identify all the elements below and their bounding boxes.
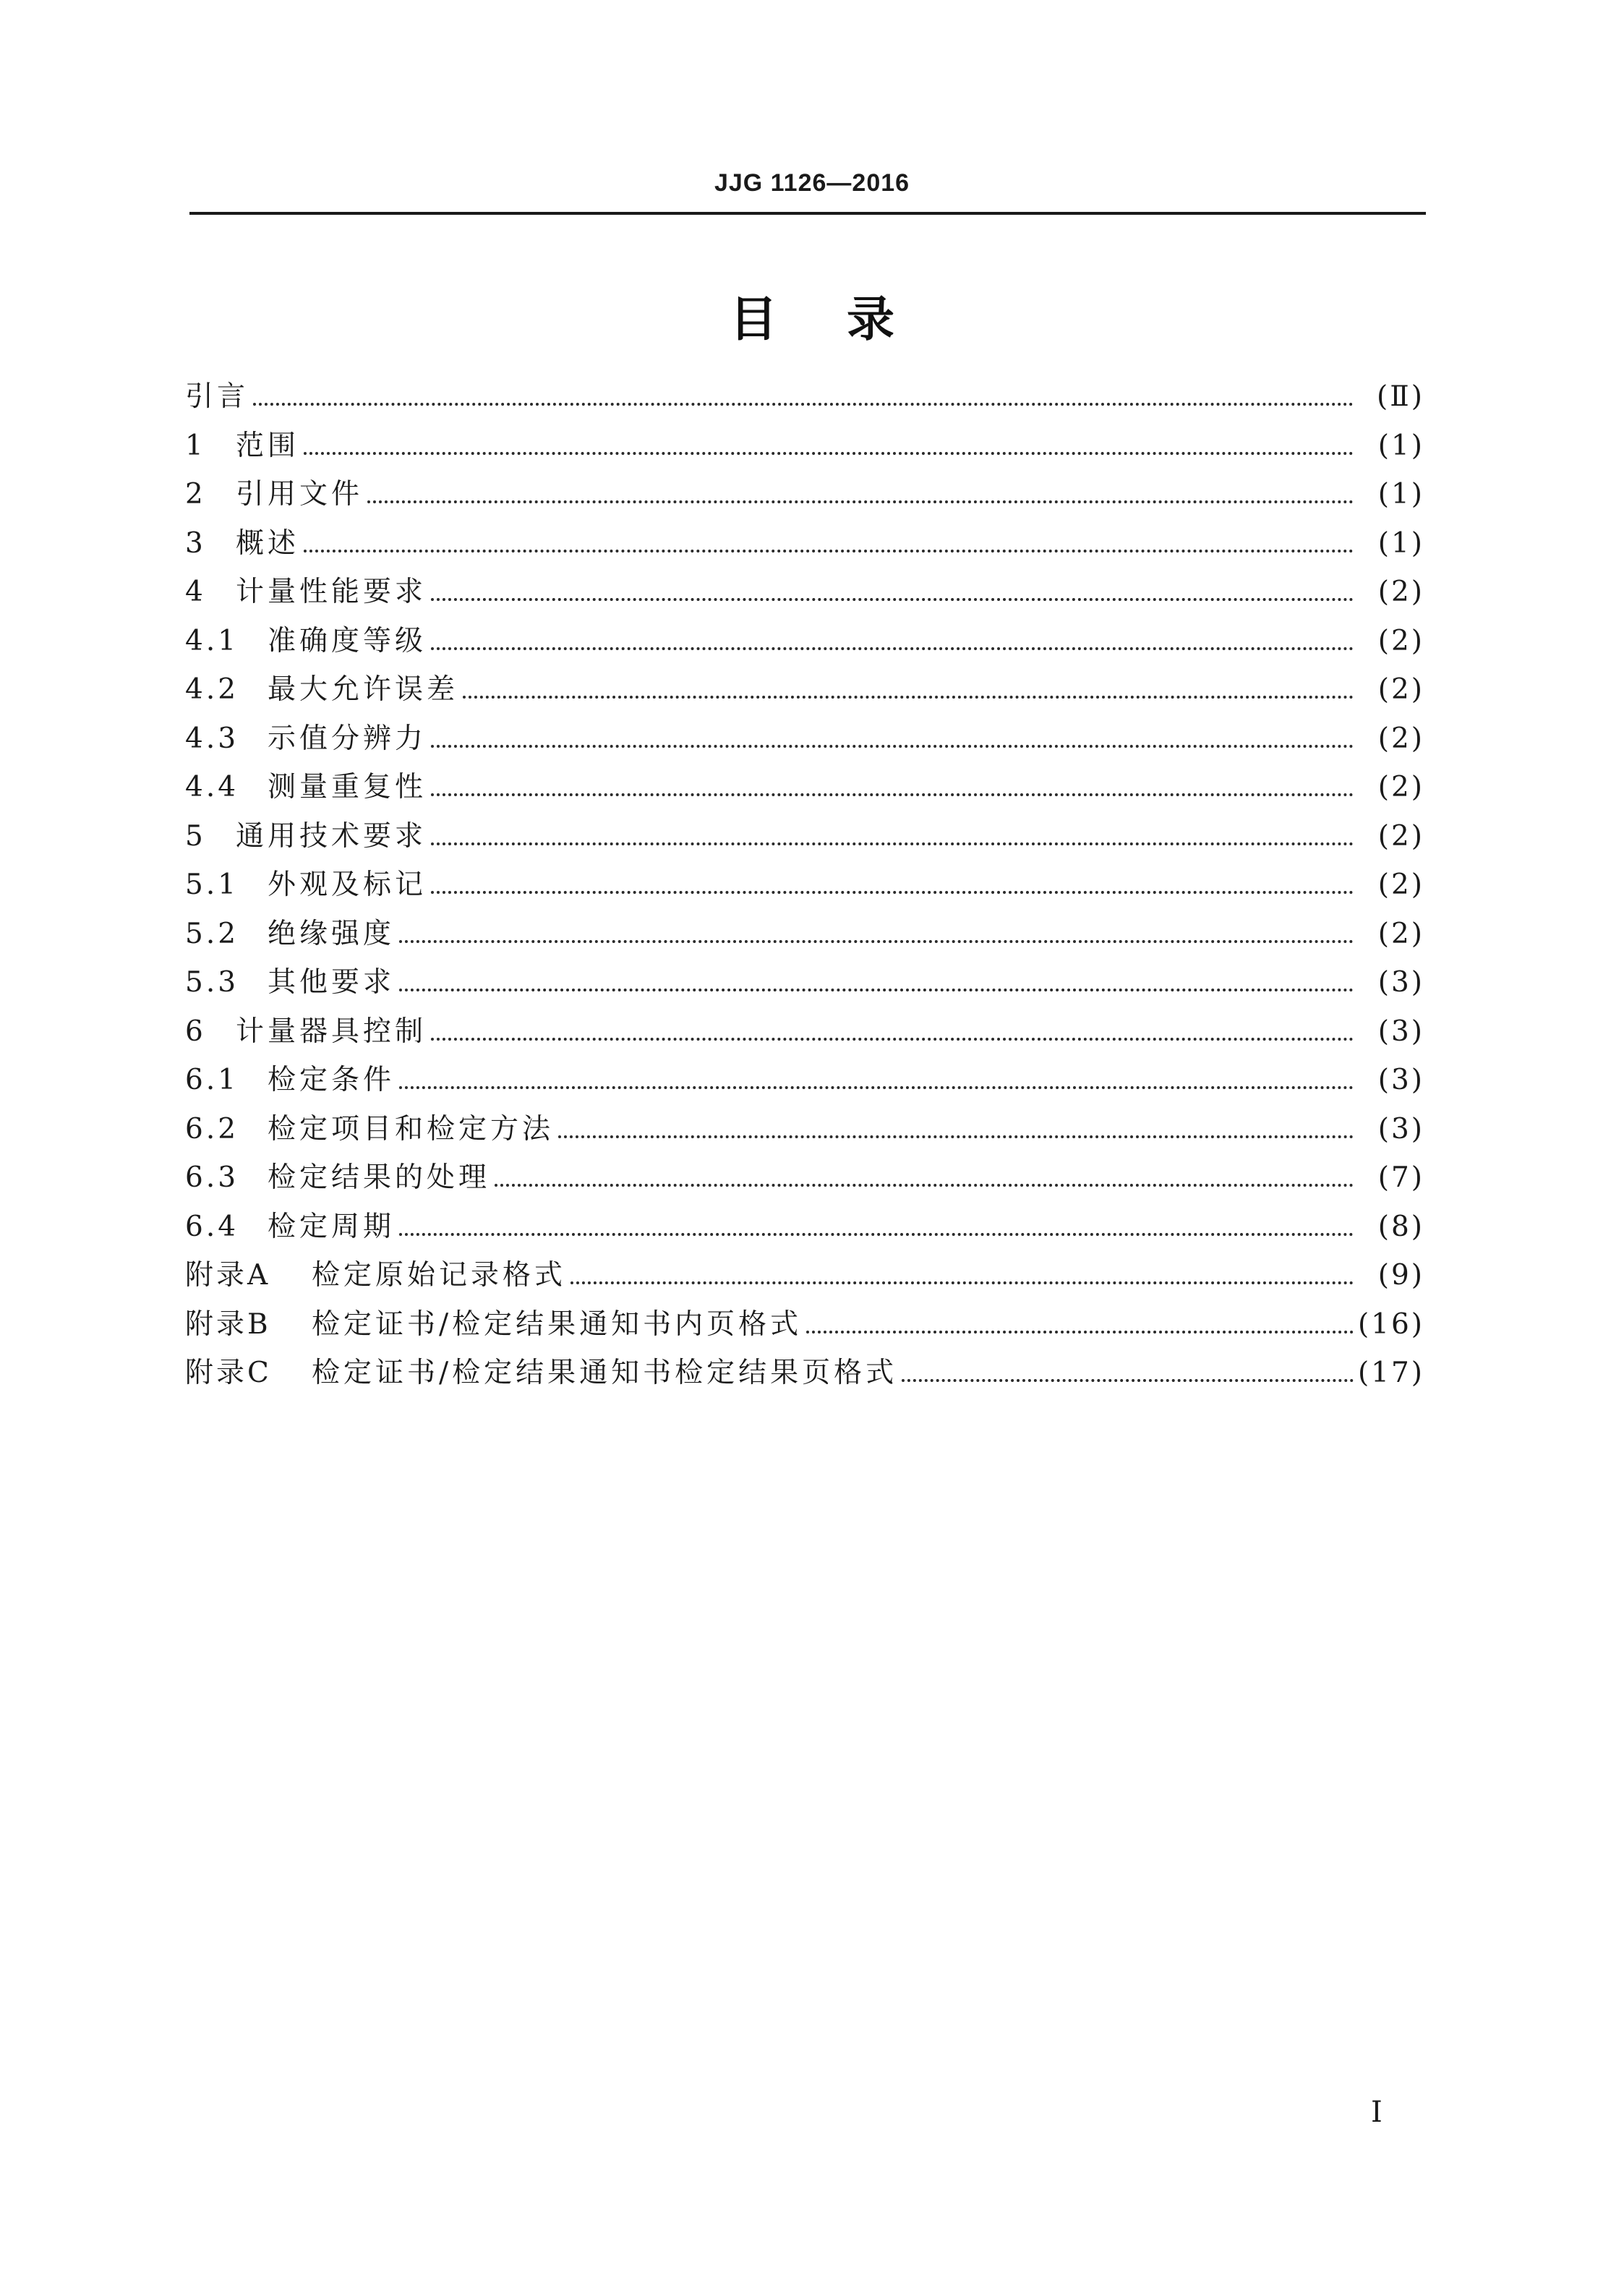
- toc-dot-leader: [463, 695, 1354, 699]
- toc-entry[interactable]: [185, 869, 1424, 918]
- toc-entry-label: 检定结果的处理: [268, 1161, 491, 1194]
- toc-entry-number: 附录B: [185, 1307, 271, 1341]
- toc-entry-page: (3): [1377, 1015, 1424, 1048]
- toc-entry-number: 6.2: [185, 1112, 239, 1145]
- toc-entry-label: 绝缘强度: [268, 917, 396, 950]
- toc-entry-label: 其他要求: [268, 966, 396, 999]
- toc-dot-leader: [253, 402, 1354, 406]
- toc-entry-number: 1: [185, 429, 206, 462]
- toc-entry[interactable]: [185, 479, 1424, 528]
- toc-dot-leader: [495, 1183, 1354, 1187]
- toc-entry[interactable]: [185, 674, 1424, 723]
- toc-dot-leader: [570, 1281, 1354, 1284]
- toc-entry-page: (1): [1377, 526, 1424, 560]
- toc-entry-number: 4.1: [185, 624, 239, 657]
- toc-entry-label: 检定项目和检定方法: [268, 1112, 555, 1145]
- toc-entry-label: 引言: [185, 380, 249, 413]
- toc-entry-label: 检定证书/检定结果通知书内页格式: [312, 1307, 803, 1341]
- toc-entry-page: (17): [1357, 1357, 1424, 1389]
- toc-entry-label: 检定原始记录格式: [312, 1259, 567, 1292]
- toc-dot-leader: [304, 451, 1354, 455]
- toc-entry[interactable]: [185, 723, 1424, 772]
- toc-entry-label: 检定周期: [268, 1210, 396, 1243]
- toc-entry[interactable]: [185, 381, 1424, 430]
- toc-entry-page: (2): [1377, 673, 1424, 706]
- page-number: I: [1371, 2096, 1382, 2129]
- toc-entry-label: 计量性能要求: [236, 576, 427, 608]
- toc-entry-number: 5.2: [185, 917, 239, 950]
- toc-dot-leader: [431, 647, 1354, 650]
- toc-entry[interactable]: [185, 967, 1424, 1016]
- toc-dot-leader: [902, 1378, 1354, 1382]
- toc-entry[interactable]: [185, 1114, 1424, 1163]
- toc-entry-number: 5.1: [185, 869, 239, 901]
- toc-entry-page: (16): [1357, 1307, 1424, 1341]
- toc-dot-leader: [367, 500, 1354, 503]
- toc-entry-label: 引用文件: [236, 478, 364, 511]
- toc-entry-label: 外观及标记: [268, 869, 427, 901]
- toc-dot-leader: [806, 1330, 1354, 1333]
- toc-entry[interactable]: [185, 821, 1424, 870]
- toc-entry-number: 附录C: [185, 1357, 272, 1389]
- toc-entry-label: 概述: [236, 526, 300, 560]
- toc-dot-leader: [431, 597, 1354, 601]
- toc-entry-label: 通用技术要求: [236, 819, 427, 853]
- toc-entry-page: (2): [1377, 771, 1424, 803]
- toc-entry-number: 3: [185, 526, 206, 560]
- toc-dot-leader: [558, 1135, 1354, 1138]
- toc-entry-label: 示值分辨力: [268, 722, 427, 755]
- toc-entry-page: (2): [1377, 869, 1424, 901]
- toc-dot-leader: [399, 1232, 1354, 1236]
- toc-entry[interactable]: [185, 528, 1424, 577]
- toc-entry-page: (1): [1377, 429, 1424, 462]
- toc-entry-number: 5: [185, 819, 206, 853]
- toc-entry-label: 检定证书/检定结果通知书检定结果页格式: [312, 1357, 898, 1389]
- toc-dot-leader: [431, 842, 1354, 845]
- toc-dot-leader: [399, 939, 1354, 943]
- toc-entry[interactable]: [185, 1211, 1424, 1260]
- toc-entry-page: (3): [1377, 1064, 1424, 1096]
- toc-entry[interactable]: [185, 1309, 1424, 1358]
- toc-entry-label: 检定条件: [268, 1064, 396, 1096]
- toc-dot-leader: [431, 1037, 1354, 1041]
- table-of-contents: [185, 381, 1424, 1407]
- toc-entry-page: (2): [1377, 917, 1424, 950]
- toc-entry[interactable]: [185, 430, 1424, 479]
- toc-entry-number: 附录A: [185, 1259, 271, 1292]
- toc-entry[interactable]: [185, 1357, 1424, 1407]
- toc-entry-label: 计量器具控制: [236, 1015, 427, 1048]
- toc-entry-label: 准确度等级: [268, 624, 427, 657]
- toc-entry-page: (7): [1377, 1161, 1424, 1194]
- toc-entry-number: 6.1: [185, 1064, 239, 1096]
- toc-entry-number: 5.3: [185, 966, 239, 999]
- toc-entry[interactable]: [185, 1064, 1424, 1114]
- toc-entry-page: (2): [1377, 722, 1424, 755]
- toc-dot-leader: [431, 890, 1354, 894]
- toc-entry-number: 4.3: [185, 722, 239, 755]
- toc-dot-leader: [304, 549, 1354, 552]
- toc-dot-leader: [431, 793, 1354, 796]
- toc-entry[interactable]: [185, 1016, 1424, 1065]
- toc-entry-page: (2): [1377, 624, 1424, 657]
- toc-entry-page: (Ⅱ): [1377, 380, 1424, 413]
- toc-entry-page: (3): [1377, 1112, 1424, 1145]
- toc-entry-number: 6: [185, 1015, 206, 1048]
- toc-entry-number: 4.2: [185, 673, 239, 706]
- header-rule: [189, 212, 1426, 215]
- toc-entry-number: 4.4: [185, 771, 239, 803]
- toc-entry-number: 4: [185, 576, 206, 608]
- toc-entry-number: 6.3: [185, 1161, 239, 1194]
- toc-entry[interactable]: [185, 772, 1424, 821]
- toc-entry-page: (1): [1377, 478, 1424, 511]
- toc-entry[interactable]: [185, 918, 1424, 968]
- toc-entry-page: (2): [1377, 576, 1424, 608]
- toc-entry-page: (2): [1377, 819, 1424, 853]
- toc-entry-number: 2: [185, 478, 206, 511]
- toc-dot-leader: [399, 1085, 1354, 1089]
- toc-entry-page: (3): [1377, 966, 1424, 999]
- toc-entry[interactable]: [185, 576, 1424, 626]
- toc-entry-page: (8): [1377, 1210, 1424, 1243]
- toc-dot-leader: [399, 988, 1354, 991]
- toc-entry-number: 6.4: [185, 1210, 239, 1243]
- toc-entry-label: 最大允许误差: [268, 673, 459, 706]
- toc-entry-page: (9): [1377, 1259, 1424, 1292]
- toc-entry-label: 测量重复性: [268, 771, 427, 803]
- toc-entry[interactable]: [185, 1260, 1424, 1309]
- toc-entry-label: 范围: [236, 429, 300, 462]
- toc-entry[interactable]: [185, 1162, 1424, 1211]
- toc-entry[interactable]: [185, 626, 1424, 675]
- toc-dot-leader: [431, 744, 1354, 748]
- page-title: 目录: [730, 291, 964, 347]
- document-code: JJG 1126—2016: [714, 169, 910, 197]
